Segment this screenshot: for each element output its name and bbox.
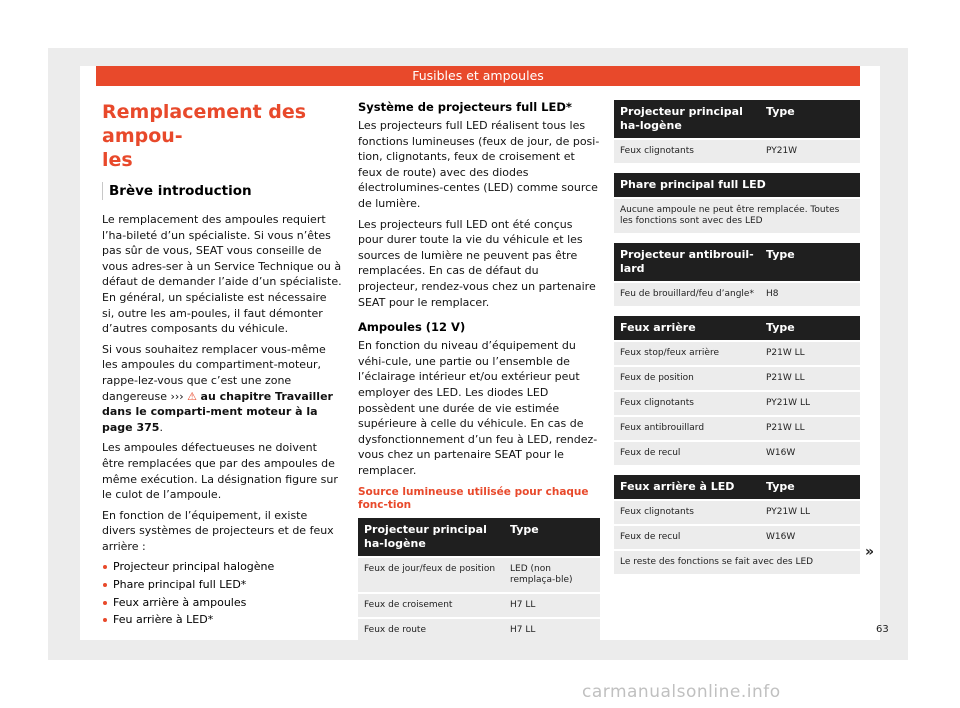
header-cell: Feux arrière à LED: [620, 480, 735, 493]
table-cell: Feux de route: [364, 625, 427, 636]
table-row: [614, 499, 860, 524]
table-cell: Feu de brouillard/feu d’angle*: [620, 289, 754, 299]
table-row: [614, 365, 860, 390]
table-cell: LED (non remplaça-ble): [510, 564, 573, 586]
led-paragraph-1: Les projecteurs full LED réalisent tous les fonctions lumineuses (feux de jour, de posi-tion, clignotants, feux de croisement et feux de route) avec des diodes électrolumines-centes (LED) comme source de lumière.: [358, 119, 600, 210]
continue-arrow-icon: »: [865, 544, 875, 560]
header-cell: Type: [766, 105, 795, 118]
column-left: [102, 100, 342, 630]
header-cell: Type: [766, 480, 795, 493]
warning-text: Si vous souhaitez remplacer vous-même les ampoules du compartiment-moteur, rappe-lez-vous que c’est une zone dangereuse ›››: [102, 342, 326, 403]
systems-list: [102, 559, 342, 627]
table-row: [614, 440, 860, 465]
table-cell: P21W LL: [766, 348, 805, 358]
led-paragraph-2: Les projecteurs full LED ont été conçus pour durer toute la vie du véhicule et les sources de lumière ne peuvent pas être remplacées. En cas de défaut du projecteur, rendez-vous chez un partenaire SEAT pour le remplacer.: [358, 217, 596, 309]
engine-warning-paragraph: [102, 342, 342, 436]
table-header: [614, 173, 860, 197]
table-cell: Feux de position: [620, 373, 694, 383]
table-row: [358, 556, 600, 592]
header-cell: Projecteur antibrouil-lard: [620, 248, 754, 275]
table-header: [358, 518, 600, 556]
header-cell: Feux arrière: [620, 321, 696, 334]
page-number: 63: [876, 624, 889, 635]
table-cell: Feux clignotants: [620, 398, 694, 408]
header-cell: Projecteur principal ha-logène: [364, 523, 487, 551]
table-row: [358, 592, 600, 617]
header-cell: Type: [766, 248, 795, 261]
bulb-replacement-paragraph: Les ampoules défectueuses ne doivent être remplacées que par des ampoules de même exécution. La désignation figure sur le culot de l’ampoule.: [102, 441, 338, 502]
table-cell: H7 LL: [510, 625, 536, 636]
table-cell: Feux clignotants: [620, 507, 694, 517]
source-heading: Source lumineuse utilisée pour chaque fonc-tion: [358, 486, 589, 512]
list-item: Phare principal full LED*: [102, 577, 342, 593]
table-cell: Feux antibrouillard: [620, 423, 705, 433]
intro-paragraph: Le remplacement des ampoules requiert l’ha-bileté d’un spécialiste. Si vous n’êtes pas sûr de vous, SEAT vous conseille de vous adres-ser à un Service Technique ou à défaut de demander l’aide d’un spécialiste. En général, un spécialiste est nécessaire si, outre les am-poules, il faut démonter d’autres composants du véhicule.: [102, 213, 342, 336]
systems-paragraph: En fonction de l’équipement, il existe divers systèmes de projecteurs et de feux arrière :: [102, 508, 334, 553]
table-cell: P21W LL: [766, 423, 805, 433]
chapter-link[interactable]: au chapitre Travailler dans le comparti-ment moteur à la page 375: [102, 389, 333, 434]
halogen-table: [358, 518, 600, 642]
list-item: Feux arrière à ampoules: [102, 595, 342, 611]
table-cell: Feux stop/feux arrière: [620, 348, 720, 358]
list-item: Projecteur principal halogène: [102, 559, 342, 575]
table-header: [614, 100, 860, 138]
table-header: [614, 316, 860, 340]
table-cell: P21W LL: [766, 373, 805, 383]
table-row: Aucune ampoule ne peut être remplacée. Toutes les fonctions sont avec des LED: [614, 197, 860, 233]
bulbs-heading: Ampoules (12 V): [358, 320, 466, 335]
rear-led-table: [614, 475, 860, 574]
bulbs-paragraph: En fonction du niveau d’équipement du véhi-cule, une partie ou l’ensemble de l’éclairage intérieur et/ou extérieur peut employer des LED. Les diodes LED possèdent une durée de vie estimée supérieure à celle du véhicule. En cas de dysfonctionnement d’un feu à LED, rendez-vous chez un partenaire SEAT pour le remplacer.: [358, 339, 598, 477]
warning-end: .: [159, 420, 163, 434]
table-cell: Feux clignotants: [620, 146, 694, 156]
table-cell: Feux de croisement: [364, 600, 453, 611]
header-cell: Type: [766, 321, 795, 334]
section-header-bar: Fusibles et ampoules: [96, 66, 860, 86]
table-header: [614, 475, 860, 499]
table-row: [358, 617, 600, 642]
table-cell: Feux de recul: [620, 532, 681, 542]
table-cell: PY21W: [766, 146, 798, 156]
table-cell: H8: [766, 289, 779, 299]
header-cell: Type: [510, 523, 539, 537]
table-cell: W16W: [766, 448, 796, 458]
table-cell: W16W: [766, 532, 796, 542]
table-row: Le reste des fonctions se fait avec des LED: [614, 549, 860, 574]
table-cell: PY21W LL: [766, 398, 810, 408]
table-cell: Feux de jour/feux de position: [364, 564, 496, 575]
table-header: [614, 243, 860, 281]
full-led-table: [614, 173, 860, 233]
rear-lights-table: [614, 316, 860, 465]
page-title: [102, 100, 342, 172]
page-title-line-2: les: [102, 149, 133, 171]
table-cell: PY21W LL: [766, 507, 810, 517]
header-cell: Projecteur principal ha-logène: [620, 105, 743, 132]
table-row: [614, 281, 860, 306]
section-subtitle: Brève introduction: [102, 182, 342, 200]
header-cell: Phare principal full LED: [620, 178, 766, 191]
table-cell: Feux de recul: [620, 448, 681, 458]
column-right: [614, 100, 860, 584]
led-heading: Système de projecteurs full LED*: [358, 100, 572, 114]
table-row: [614, 340, 860, 365]
fog-table: [614, 243, 860, 306]
column-middle: [358, 100, 600, 652]
warning-triangle-icon: ⚠: [187, 389, 198, 403]
table-row: [614, 138, 860, 163]
table-row: [614, 390, 860, 415]
table-row: [614, 415, 860, 440]
table-cell: H7 LL: [510, 600, 536, 611]
list-item: Feu arrière à LED*: [102, 612, 342, 628]
page-title-line-1: Remplacement des ampou-: [102, 101, 307, 147]
halogen-table-continued: [614, 100, 860, 163]
table-row: [614, 524, 860, 549]
watermark: carmanualsonline.info: [582, 682, 781, 702]
